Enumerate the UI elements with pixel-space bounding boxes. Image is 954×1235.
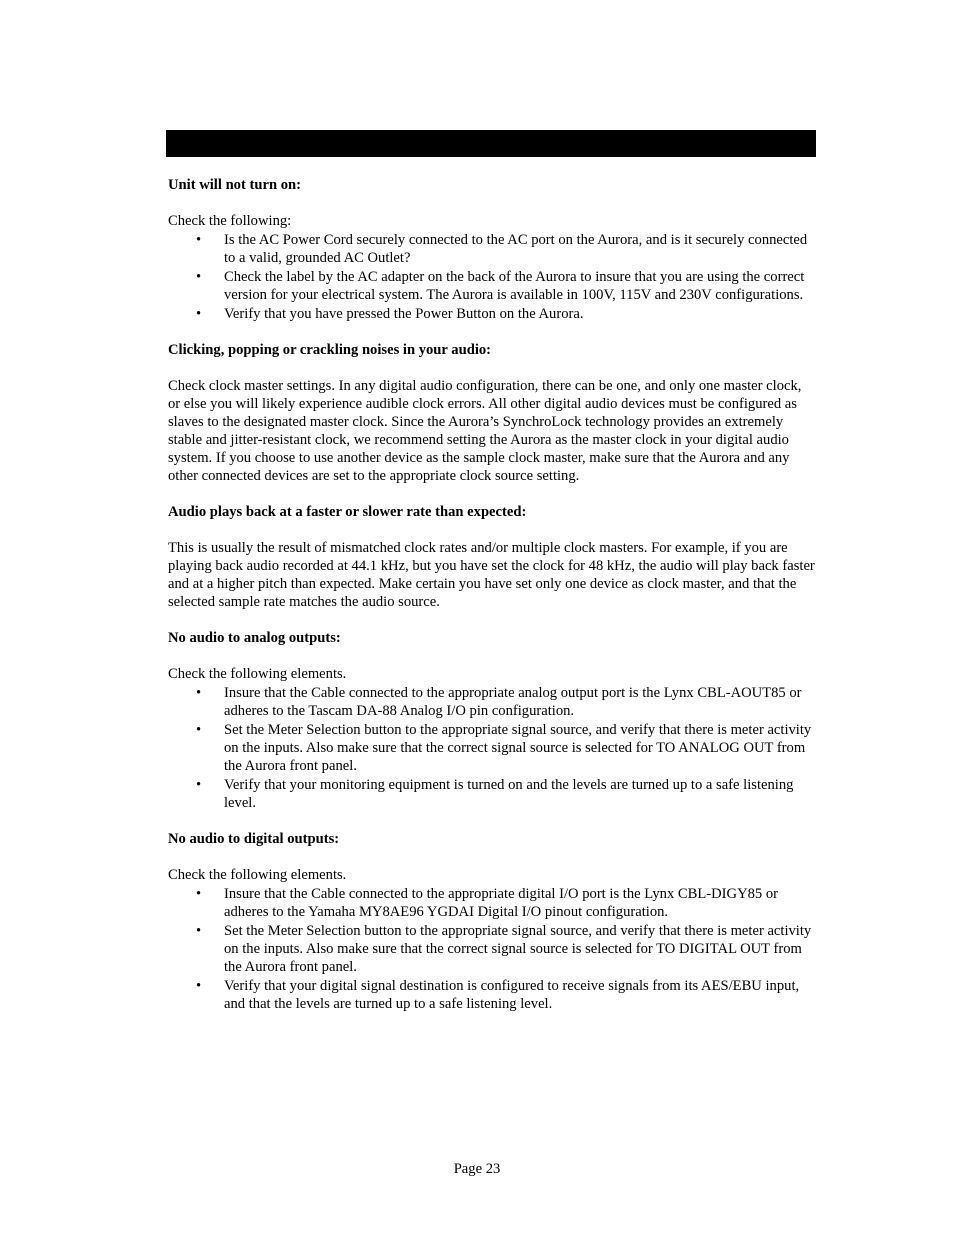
bullet-icon: • — [196, 685, 202, 701]
list-item-text: Check the label by the AC adapter on the back of the Aurora to insure that you are using the correct version for your electrical system. The Aurora is available in 100V, 115V and 230V configurations. — [224, 269, 805, 303]
bullet-icon: • — [196, 777, 202, 793]
list-item — [168, 231, 816, 267]
bullet-list — [168, 885, 816, 1013]
list-item — [168, 721, 816, 775]
list-item — [168, 268, 816, 304]
list-item — [168, 684, 816, 720]
section-heading-no-analog-audio: No audio to analog outputs: — [168, 630, 341, 646]
bullet-icon: • — [196, 232, 202, 248]
section-header-bar — [166, 130, 816, 157]
section-heading-clicking-noises: Clicking, popping or crackling noises in your audio: — [168, 342, 492, 358]
bullet-icon: • — [196, 306, 202, 322]
bullet-icon: • — [196, 923, 202, 939]
section-paragraph: This is usually the result of mismatched clock rates and/or multiple clock masters. For example, if you are playing back audio recorded at 44.1 kHz, but you have set the clock for 48 kHz, the audio will play back faster and at a higher pitch than expected. Make certain you have set only one device as clock master, and that the selected sample rate matches the audio source. — [168, 540, 815, 610]
list-item-text: Verify that your monitoring equipment is turned on and the levels are turned up to a safe listening level. — [224, 777, 794, 811]
list-item-text: Set the Meter Selection button to the appropriate signal source, and verify that there is meter activity on the inputs. Also make sure that the correct signal source is selected for TO ANALOG OUT from the Aurora front panel. — [224, 722, 812, 774]
list-item — [168, 776, 816, 812]
list-item-text: Verify that you have pressed the Power Button on the Aurora. — [224, 306, 584, 322]
list-item — [168, 977, 816, 1013]
list-item — [168, 922, 816, 976]
list-item-text: Is the AC Power Cord securely connected to the AC port on the Aurora, and is it securely connected to a valid, grounded AC Outlet? — [224, 232, 808, 266]
bullet-list — [168, 684, 816, 812]
section-heading-no-digital-audio: No audio to digital outputs: — [168, 831, 340, 847]
section-heading-playback-rate: Audio plays back at a faster or slower rate than expected: — [168, 504, 527, 520]
section-paragraph: Check clock master settings. In any digital audio configuration, there can be one, and only one master clock, or else you will likely experience audible clock errors. All other digital audio devices must be configured as slaves to the designated master clock. Since the Aurora’s SynchroLock technology provides an extremely stable and jitter-resistant clock, we recommend setting the Aurora as the master clock in your digital audio system. If you choose to use another device as the sample clock master, make sure that the Aurora and any other connected devices are set to the appropriate clock source setting. — [168, 378, 802, 484]
bullet-icon: • — [196, 269, 202, 285]
list-item — [168, 305, 816, 323]
bullet-list — [168, 231, 816, 323]
list-item — [168, 885, 816, 921]
list-item-text: Insure that the Cable connected to the appropriate analog output port is the Lynx CBL-AOUT85 or adheres to the Tascam DA-88 Analog I/O pin configuration. — [224, 685, 802, 719]
list-item-text: Set the Meter Selection button to the appropriate signal source, and verify that there is meter activity on the inputs. Also make sure that the correct signal source is selected for TO DIGITAL OUT from the Aurora front panel. — [224, 923, 812, 975]
list-item-text: Verify that your digital signal destination is configured to receive signals from its AES/EBU input, and that the levels are turned up to a safe listening level. — [224, 978, 800, 1012]
section-heading-unit-will-not-turn-on: Unit will not turn on: — [168, 177, 301, 193]
page-number: Page 23 — [453, 1161, 501, 1177]
section-intro: Check the following elements. — [168, 666, 347, 682]
bullet-icon: • — [196, 886, 202, 902]
bullet-icon: • — [196, 722, 202, 738]
list-item-text: Insure that the Cable connected to the appropriate digital I/O port is the Lynx CBL-DIGY85 or adheres to the Yamaha MY8AE96 YGDAI Digital I/O pinout configuration. — [224, 886, 779, 920]
section-intro: Check the following: — [168, 213, 292, 229]
document-body — [168, 176, 816, 1031]
bullet-icon: • — [196, 978, 202, 994]
section-intro: Check the following elements. — [168, 867, 347, 883]
